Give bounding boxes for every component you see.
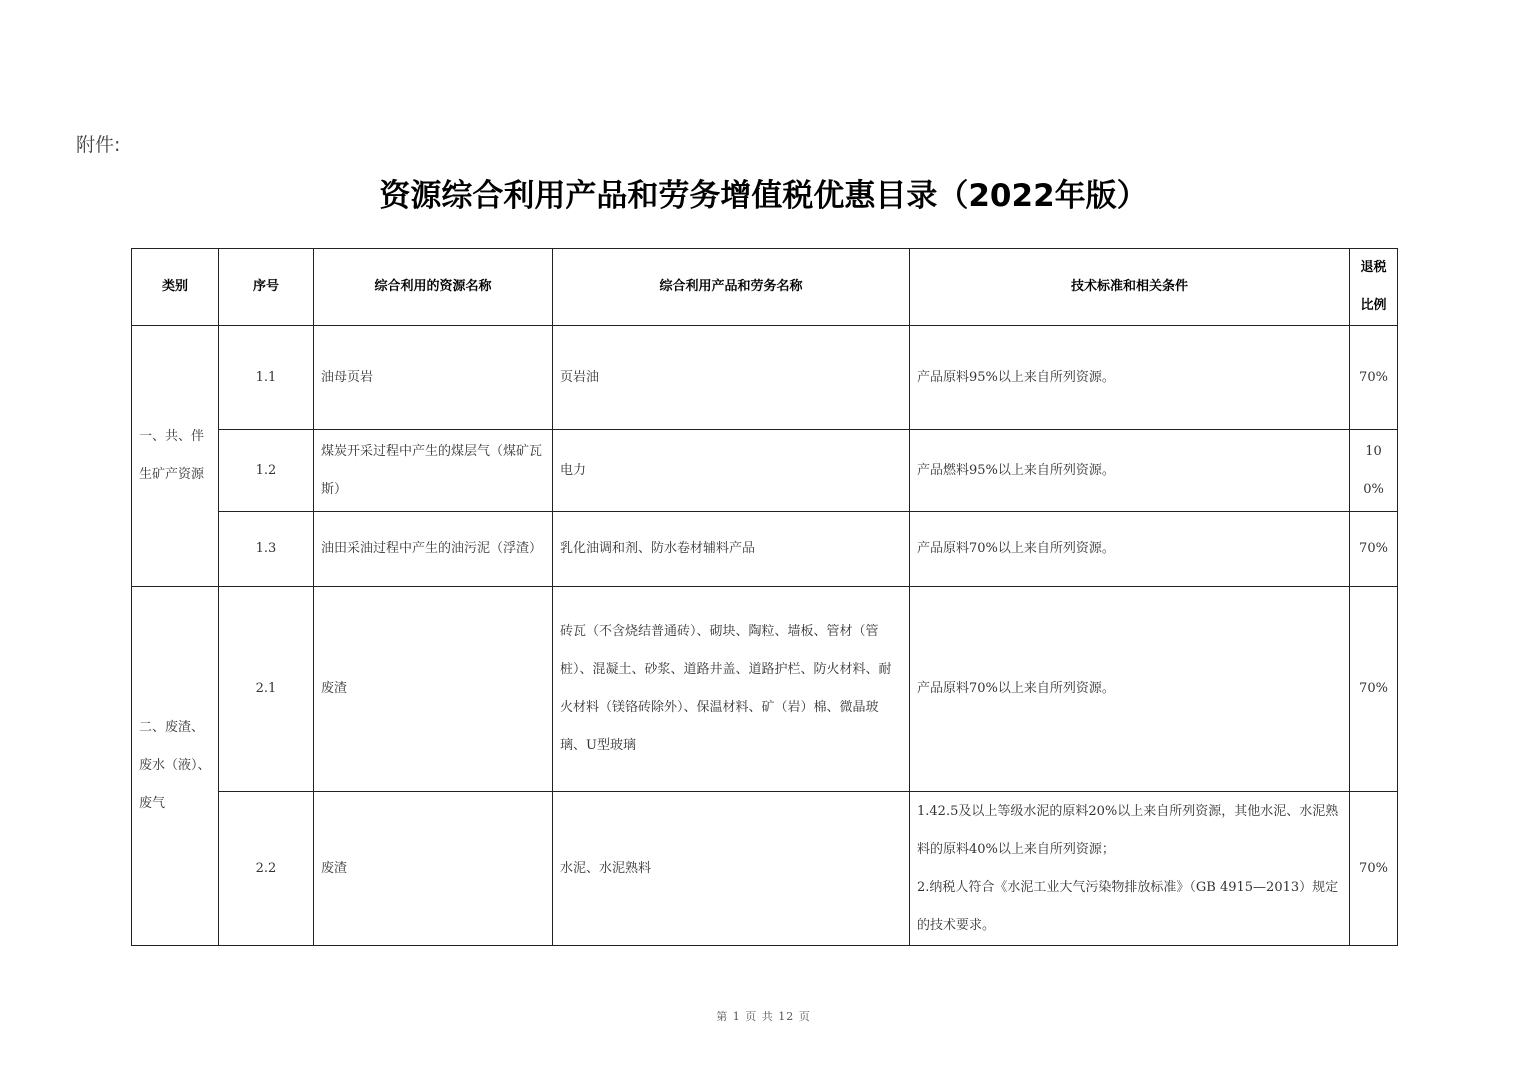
header-seq: 序号 [219, 249, 314, 326]
standard-line-1: 1.42.5及以上等级水泥的原料20%以上来自所列资源，其他水泥、水泥熟料的原料40%以上来自所列资源； [917, 803, 1339, 857]
seq-cell: 1.3 [219, 512, 314, 587]
refund-cell: 100% [1350, 430, 1398, 512]
product-cell: 砖瓦（不含烧结普通砖）、砌块、陶粒、墙板、管材（管桩）、混凝土、砂浆、道路井盖、道路护栏、防火材料、耐火材料（镁铬砖除外）、保温材料、矿（岩）棉、微晶玻璃、U型玻璃 [553, 587, 910, 792]
header-category: 类别 [132, 249, 219, 326]
resource-cell: 油田采油过程中产生的油污泥（浮渣） [314, 512, 553, 587]
category-cell: 二、废渣、废水（液）、废气 [132, 587, 219, 946]
page-footer: 第 1 页 共 12 页 [716, 1010, 811, 1023]
standard-cell: 产品原料70%以上来自所列资源。 [910, 587, 1350, 792]
refund-cell: 70% [1350, 512, 1398, 587]
standard-cell [910, 792, 1350, 946]
product-cell: 页岩油 [553, 326, 910, 430]
table-row [132, 587, 1398, 792]
resource-cell: 煤炭开采过程中产生的煤层气（煤矿瓦斯） [314, 430, 553, 512]
product-cell: 乳化油调和剂、防水卷材辅料产品 [553, 512, 910, 587]
standard-cell: 产品原料95%以上来自所列资源。 [910, 326, 1350, 430]
refund-cell: 70% [1350, 792, 1398, 946]
table-row [132, 326, 1398, 430]
category-cell: 一、共、伴生矿产资源 [132, 326, 219, 587]
product-cell: 水泥、水泥熟料 [553, 792, 910, 946]
attachment-label: 附件: [76, 134, 121, 156]
resource-cell: 废渣 [314, 587, 553, 792]
standard-line-2: 2.纳税人符合《水泥工业大气污染物排放标准》（GB 4915—2013）规定的技术要求。 [917, 879, 1339, 933]
seq-cell: 2.2 [219, 792, 314, 946]
seq-cell: 1.2 [219, 430, 314, 512]
table-header-row [132, 249, 1398, 326]
standard-cell: 产品原料70%以上来自所列资源。 [910, 512, 1350, 587]
preferential-catalog-table [131, 248, 1398, 946]
resource-cell: 废渣 [314, 792, 553, 946]
resource-cell: 油母页岩 [314, 326, 553, 430]
seq-cell: 2.1 [219, 587, 314, 792]
refund-cell: 70% [1350, 326, 1398, 430]
table-row [132, 512, 1398, 587]
header-refund: 退税比例 [1350, 249, 1398, 326]
product-cell: 电力 [553, 430, 910, 512]
refund-cell: 70% [1350, 587, 1398, 792]
standard-cell: 产品燃料95%以上来自所列资源。 [910, 430, 1350, 512]
header-standard: 技术标准和相关条件 [910, 249, 1350, 326]
header-resource: 综合利用的资源名称 [314, 249, 553, 326]
table-row [132, 430, 1398, 512]
table-row [132, 792, 1398, 946]
header-product: 综合利用产品和劳务名称 [553, 249, 910, 326]
seq-cell: 1.1 [219, 326, 314, 430]
page-title: 资源综合利用产品和劳务增值税优惠目录（2022年版） [379, 178, 1148, 214]
